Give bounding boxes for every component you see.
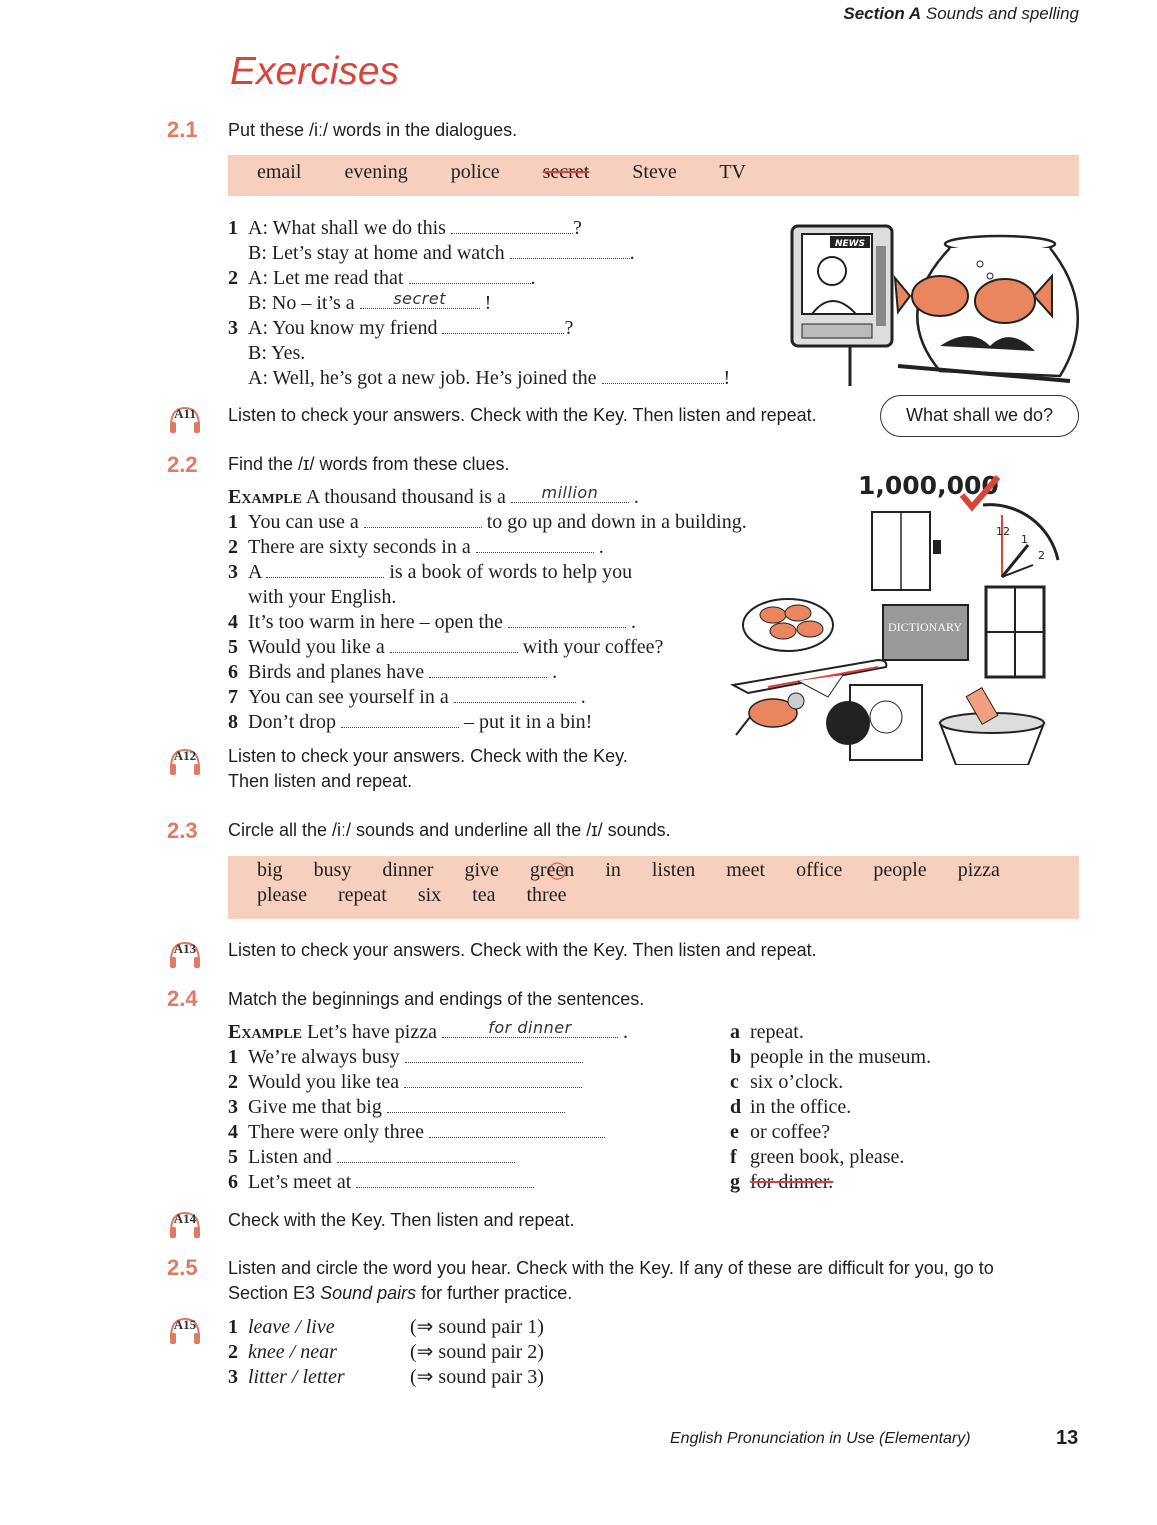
exercise-number-2-5: 2.5 — [167, 1255, 198, 1280]
word[interactable]: dinner — [382, 859, 434, 881]
item-number: 2 — [228, 1341, 238, 1363]
punctuation: ? — [572, 217, 582, 239]
answer-blank-filled[interactable] — [360, 289, 480, 309]
word-police: police — [450, 161, 500, 183]
exercise-2-3-instruction: Circle all the /iː/ sounds and underline all the /ɪ/ sounds. — [228, 820, 671, 840]
audio-track-number: A12 — [173, 748, 197, 763]
running-header — [843, 4, 1079, 24]
item-number: 2 — [228, 536, 238, 558]
sentence-text: Give me that big — [248, 1096, 382, 1118]
item-number: 3 — [228, 561, 238, 583]
answer-blank-filled[interactable] — [511, 483, 629, 503]
dialogue-line: B: Let’s stay at home and watch — [248, 242, 505, 264]
clock-icon — [983, 505, 1058, 577]
item-number: 3 — [228, 1366, 238, 1388]
word-box-2-1 — [228, 155, 1079, 196]
clock-1: 1 — [1021, 533, 1028, 546]
clue-text: to go up and down in a building. — [486, 511, 747, 533]
clue-text: There are sixty seconds in a — [248, 536, 471, 558]
dialogue-line: A: You know my friend — [248, 317, 438, 339]
word-row-2 — [257, 884, 566, 907]
page-number: 13 — [1056, 1427, 1079, 1449]
answer-blank[interactable] — [602, 367, 724, 384]
exercise-2-4-instruction: Match the beginnings and endings of the sentences. — [228, 989, 645, 1009]
clue-text: You can use a — [248, 511, 359, 533]
item-number: 2 — [228, 267, 238, 289]
example-label: Example — [228, 1021, 303, 1043]
option-letter: e — [730, 1121, 739, 1143]
answer-blank[interactable] — [451, 217, 573, 234]
section-topic: Sounds and spelling — [925, 4, 1079, 23]
dialogue-line: A: What shall we do this — [248, 217, 446, 239]
handwritten-answer: for dinner — [488, 1018, 572, 1037]
answer-blank[interactable] — [364, 511, 482, 528]
audio-track-number: A13 — [173, 941, 197, 956]
item-number: 5 — [228, 636, 238, 658]
item-number: 1 — [228, 1316, 238, 1338]
dictionary-label: DICTIONARY — [888, 620, 962, 634]
clue-text: Don’t drop — [248, 711, 336, 733]
answer-blank[interactable] — [442, 317, 564, 334]
answer-blank[interactable] — [510, 242, 630, 259]
exercise-number-2-3: 2.3 — [167, 818, 198, 843]
item-number: 3 — [228, 1096, 238, 1118]
punctuation: ! — [484, 292, 492, 314]
answer-blank-filled[interactable] — [442, 1018, 618, 1038]
sentence-text: Let’s meet at — [248, 1171, 352, 1193]
answer-blank[interactable] — [508, 611, 626, 628]
word-pair[interactable]: litter / letter — [248, 1366, 345, 1388]
answer-blank[interactable] — [405, 1046, 583, 1063]
clue-text: – put it in a bin! — [463, 711, 593, 733]
answer-blank[interactable] — [390, 636, 518, 653]
page-title: Exercises — [230, 50, 400, 93]
option-letter: g — [730, 1171, 740, 1193]
biscuits-icon — [743, 599, 833, 651]
listen-instruction: Check with the Key. Then listen and repeat. — [228, 1210, 575, 1230]
exercise-2-2-instruction: Find the /ɪ/ words from these clues. — [228, 454, 510, 474]
option-letter: f — [730, 1146, 737, 1168]
word[interactable]: please — [257, 884, 307, 906]
word[interactable]: big — [257, 859, 283, 881]
ending-text: in the office. — [750, 1096, 852, 1118]
item-number: 6 — [228, 1171, 238, 1193]
clue-text: is a book of words to help you — [389, 561, 633, 583]
dialogue-line: B: Yes. — [248, 342, 306, 364]
clue-text: A — [248, 561, 262, 583]
item-number: 7 — [228, 686, 238, 708]
clue-text: . — [598, 536, 604, 558]
word[interactable]: in — [605, 859, 621, 881]
answer-blank[interactable] — [454, 686, 576, 703]
exercise-number-2-2: 2.2 — [167, 452, 198, 477]
word-circled[interactable]: green — [529, 859, 575, 881]
option-letter: b — [730, 1046, 742, 1068]
clue-text: Birds and planes have — [248, 661, 425, 683]
answer-blank[interactable] — [387, 1096, 565, 1113]
audio-track-badge[interactable] — [168, 1315, 202, 1345]
dialogue-line: A: Let me read that — [248, 267, 404, 289]
lift-icon — [872, 512, 941, 590]
answer-blank[interactable] — [429, 1121, 605, 1138]
goldfish-bowl-icon — [895, 236, 1078, 381]
exercise-number-2-4: 2.4 — [167, 986, 198, 1011]
option-letter: a — [730, 1021, 740, 1043]
audio-track-badge[interactable] — [168, 1209, 202, 1239]
clues-illustration — [728, 465, 1068, 765]
clue-text: with your English. — [248, 586, 397, 608]
sentence-text: We’re always busy — [248, 1046, 400, 1068]
sound-pairs-list — [228, 1315, 544, 1390]
clue-text: . — [630, 611, 636, 633]
window-icon — [986, 587, 1044, 677]
example-label: Example — [228, 486, 303, 508]
answer-blank[interactable] — [341, 711, 459, 728]
clock-12: 12 — [996, 525, 1010, 538]
word-pair[interactable]: leave / live — [248, 1316, 335, 1338]
bird-icon — [736, 693, 804, 735]
item-number: 3 — [228, 317, 238, 339]
speech-bubble: What shall we do? — [880, 395, 1079, 437]
punctuation: . — [629, 242, 635, 264]
tv-icon — [792, 226, 892, 386]
word-row-1 — [257, 859, 1000, 882]
audio-track-number: A15 — [173, 1317, 197, 1332]
ending-text: or coffee? — [750, 1121, 831, 1143]
word[interactable]: busy — [313, 859, 352, 881]
sound-pair-reference: (⇒ sound pair 2) — [410, 1341, 544, 1363]
book-title-footer: English Pronunciation in Use (Elementary) — [670, 1430, 971, 1447]
word-secret: secret — [542, 161, 590, 183]
item-number: 2 — [228, 1071, 238, 1093]
section-label: Section A — [843, 4, 922, 23]
audio-track-badge[interactable] — [168, 404, 202, 434]
item-number: 1 — [228, 1046, 238, 1068]
sound-pair-reference: (⇒ sound pair 3) — [410, 1366, 544, 1388]
word-pair[interactable]: knee / near — [248, 1341, 337, 1363]
instruction-text: for further practice. — [416, 1283, 573, 1303]
dictionary-icon — [883, 605, 968, 660]
item-number: 4 — [228, 611, 238, 633]
sentence-text: Listen and — [248, 1146, 332, 1168]
clue-text: Would you like a — [248, 636, 385, 658]
million-number-label: 1,000,000 — [858, 471, 999, 500]
answer-blank[interactable] — [356, 1171, 534, 1188]
listen-instruction: Listen to check your answers. Check with the Key. Then listen and repeat. — [228, 940, 817, 960]
sentence-endings — [730, 1020, 931, 1195]
word[interactable]: listen — [651, 859, 696, 881]
audio-track-number: A11 — [174, 406, 196, 421]
clue-text: You can see yourself in a — [248, 686, 449, 708]
punctuation: ? — [564, 317, 574, 339]
answer-blank[interactable] — [337, 1146, 515, 1163]
item-number: 5 — [228, 1146, 238, 1168]
audio-track-badge[interactable] — [168, 939, 202, 969]
sentence-text: There were only three — [248, 1121, 425, 1143]
dialogues-2-1 — [228, 216, 730, 391]
word-email: email — [257, 161, 302, 183]
exercise-2-1-instruction: Put these /iː/ words in the dialogues. — [228, 120, 518, 140]
section-reference[interactable]: Sound pairs — [320, 1283, 417, 1303]
word[interactable]: meet — [726, 859, 766, 881]
word-box-2-3 — [228, 856, 1079, 919]
word[interactable]: repeat — [337, 884, 387, 906]
sentence-text: Let’s have pizza — [307, 1021, 437, 1043]
audio-track-badge[interactable] — [168, 746, 202, 776]
listen-instruction: Listen to check your answers. Check with the Key. Then listen and repeat. — [228, 405, 817, 425]
ending-text: repeat. — [750, 1021, 804, 1043]
dialogue-line: A: Well, he’s got a new job. He’s joined the — [248, 367, 597, 389]
exercise-2-5-instruction-line2 — [228, 1283, 572, 1304]
listen-instruction-line2: Then listen and repeat. — [228, 771, 413, 791]
ending-text: green book, please. — [750, 1146, 905, 1168]
exercise-number-2-1: 2.1 — [167, 117, 198, 142]
word[interactable]: people — [873, 859, 927, 881]
bin-icon — [940, 688, 1044, 765]
word[interactable]: pizza — [957, 859, 1000, 881]
word-evening: evening — [344, 161, 408, 183]
word[interactable]: tea — [472, 884, 496, 906]
answer-blank[interactable] — [409, 267, 531, 284]
sentence-text: Would you like tea — [248, 1071, 400, 1093]
mirror-icon — [826, 685, 922, 760]
answer-blank[interactable] — [404, 1071, 582, 1088]
punctuation: . — [530, 267, 536, 289]
sound-pair-reference: (⇒ sound pair 1) — [410, 1316, 544, 1338]
sentence-beginnings — [228, 1020, 628, 1195]
answer-blank[interactable] — [266, 561, 384, 578]
ending-text-used: for dinner. — [750, 1171, 834, 1193]
answer-blank[interactable] — [476, 536, 594, 553]
word-steve: Steve — [632, 161, 677, 183]
clue-text: . — [580, 686, 586, 708]
tv-news-label: NEWS — [834, 239, 866, 249]
clock-2: 2 — [1038, 549, 1045, 562]
clue-text: A thousand thousand is a — [305, 486, 506, 508]
item-number: 4 — [228, 1121, 238, 1143]
tv-and-goldfish-illustration — [790, 216, 1080, 396]
clues-2-2 — [228, 485, 747, 735]
ending-text: six o’clock. — [750, 1071, 844, 1093]
handwritten-answer: million — [541, 483, 599, 502]
item-number: 1 — [228, 511, 238, 533]
clue-text: It’s too warm in here – open the — [248, 611, 503, 633]
dialogue-line: B: No – it’s a — [248, 292, 355, 314]
handwritten-answer: secret — [393, 289, 446, 308]
item-number: 8 — [228, 711, 238, 733]
option-letter: c — [730, 1071, 739, 1093]
clue-text: . — [552, 661, 558, 683]
word[interactable]: give — [464, 859, 499, 881]
instruction-text: Section E3 — [228, 1283, 321, 1303]
audio-track-number: A14 — [173, 1211, 197, 1226]
answer-blank[interactable] — [429, 661, 547, 678]
ending-text: people in the museum. — [750, 1046, 932, 1068]
listen-instruction-line1: Listen to check your answers. Check with the Key. — [228, 746, 628, 766]
item-number: 6 — [228, 661, 238, 683]
word-tv: TV — [719, 161, 747, 183]
punctuation: ! — [723, 367, 731, 389]
option-letter: d — [730, 1096, 742, 1118]
exercise-2-5-instruction-line1: Listen and circle the word you hear. Check with the Key. If any of these are difficult for you, go to — [228, 1258, 994, 1278]
item-number: 1 — [228, 217, 238, 239]
word-list — [257, 161, 746, 184]
punctuation: . — [633, 486, 639, 508]
punctuation: . — [622, 1021, 628, 1043]
word[interactable]: six — [417, 884, 442, 906]
word[interactable]: three — [526, 884, 567, 906]
word[interactable]: office — [796, 859, 843, 881]
clue-text: with your coffee? — [522, 636, 664, 658]
